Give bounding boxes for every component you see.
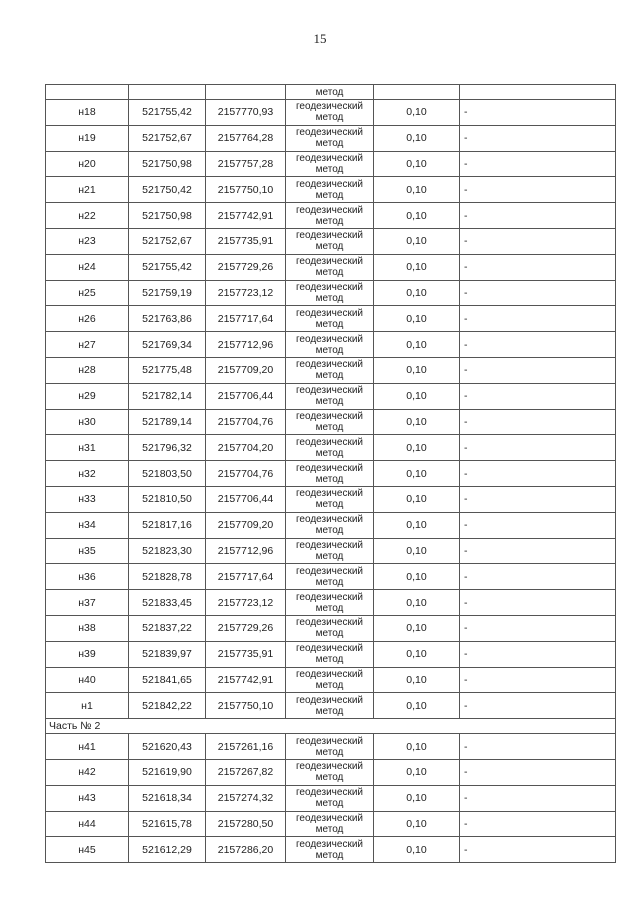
cell-method: геодезический метод bbox=[286, 564, 374, 590]
cell-y: 2157704,76 bbox=[206, 461, 286, 487]
cell-point: н26 bbox=[46, 306, 129, 332]
cell-y: 2157704,20 bbox=[206, 435, 286, 461]
cell-x: 521817,16 bbox=[129, 512, 206, 538]
cell-point: н32 bbox=[46, 461, 129, 487]
cell-dash: - bbox=[460, 100, 616, 126]
cell-point: н1 bbox=[46, 693, 129, 719]
cell-x: 521752,67 bbox=[129, 125, 206, 151]
cell-accuracy: 0,10 bbox=[374, 100, 460, 126]
cell-y: 2157267,82 bbox=[206, 759, 286, 785]
cell-y: 2157750,10 bbox=[206, 693, 286, 719]
cell-method: геодезический метод bbox=[286, 693, 374, 719]
table-row bbox=[46, 538, 616, 564]
cell-x: 521619,90 bbox=[129, 759, 206, 785]
cell-accuracy: 0,10 bbox=[374, 125, 460, 151]
cell-point: н38 bbox=[46, 615, 129, 641]
cell-y: 2157735,91 bbox=[206, 228, 286, 254]
cell-point: н29 bbox=[46, 383, 129, 409]
cell-method: геодезический метод bbox=[286, 357, 374, 383]
cell-y: 2157261,16 bbox=[206, 734, 286, 760]
cell-dash: - bbox=[460, 280, 616, 306]
table-row bbox=[46, 615, 616, 641]
cell-dash: - bbox=[460, 203, 616, 229]
cell-y: 2157706,44 bbox=[206, 486, 286, 512]
cell-method: метод bbox=[286, 85, 374, 100]
table-row bbox=[46, 228, 616, 254]
table-row bbox=[46, 332, 616, 358]
cell-dash: - bbox=[460, 759, 616, 785]
cell-accuracy: 0,10 bbox=[374, 641, 460, 667]
cell-dash: - bbox=[460, 254, 616, 280]
cell-dash: - bbox=[460, 837, 616, 863]
cell-accuracy: 0,10 bbox=[374, 357, 460, 383]
cell-accuracy: 0,10 bbox=[374, 203, 460, 229]
cell-accuracy: 0,10 bbox=[374, 564, 460, 590]
cell-method: геодезический метод bbox=[286, 590, 374, 616]
cell-y: 2157286,20 bbox=[206, 837, 286, 863]
cell-dash: - bbox=[460, 615, 616, 641]
cell-x: 521828,78 bbox=[129, 564, 206, 590]
cell-dash: - bbox=[460, 564, 616, 590]
table-row bbox=[46, 409, 616, 435]
cell-y: 2157723,12 bbox=[206, 280, 286, 306]
cell-point: н25 bbox=[46, 280, 129, 306]
cell-accuracy: 0,10 bbox=[374, 759, 460, 785]
cell-x: 521833,45 bbox=[129, 590, 206, 616]
cell-dash: - bbox=[460, 486, 616, 512]
cell-y: 2157757,28 bbox=[206, 151, 286, 177]
cell-empty bbox=[460, 85, 616, 100]
cell-method: геодезический метод bbox=[286, 177, 374, 203]
cell-method: геодезический метод bbox=[286, 228, 374, 254]
cell-method: геодезический метод bbox=[286, 615, 374, 641]
cell-y: 2157729,26 bbox=[206, 254, 286, 280]
cell-accuracy: 0,10 bbox=[374, 837, 460, 863]
cell-accuracy: 0,10 bbox=[374, 734, 460, 760]
table-row bbox=[46, 512, 616, 538]
cell-point: н35 bbox=[46, 538, 129, 564]
cell-x: 521823,30 bbox=[129, 538, 206, 564]
cell-y: 2157709,20 bbox=[206, 512, 286, 538]
cell-y: 2157706,44 bbox=[206, 383, 286, 409]
cell-x: 521612,29 bbox=[129, 837, 206, 863]
cell-point: н44 bbox=[46, 811, 129, 837]
cell-method: геодезический метод bbox=[286, 254, 374, 280]
cell-y: 2157735,91 bbox=[206, 641, 286, 667]
table-row bbox=[46, 667, 616, 693]
cell-empty bbox=[46, 85, 129, 100]
cell-y: 2157712,96 bbox=[206, 332, 286, 358]
cell-x: 521839,97 bbox=[129, 641, 206, 667]
cell-dash: - bbox=[460, 734, 616, 760]
cell-method: геодезический метод bbox=[286, 538, 374, 564]
cell-point: н36 bbox=[46, 564, 129, 590]
cell-point: н22 bbox=[46, 203, 129, 229]
table-row bbox=[46, 641, 616, 667]
cell-x: 521750,42 bbox=[129, 177, 206, 203]
table-row bbox=[46, 486, 616, 512]
cell-x: 521620,43 bbox=[129, 734, 206, 760]
cell-x: 521810,50 bbox=[129, 486, 206, 512]
table-row bbox=[46, 151, 616, 177]
cell-dash: - bbox=[460, 125, 616, 151]
cell-accuracy: 0,10 bbox=[374, 811, 460, 837]
cell-dash: - bbox=[460, 228, 616, 254]
cell-y: 2157280,50 bbox=[206, 811, 286, 837]
cell-point: н42 bbox=[46, 759, 129, 785]
cell-method: геодезический метод bbox=[286, 759, 374, 785]
cell-accuracy: 0,10 bbox=[374, 254, 460, 280]
cell-method: геодезический метод bbox=[286, 151, 374, 177]
cell-method: геодезический метод bbox=[286, 811, 374, 837]
cell-method: геодезический метод bbox=[286, 383, 374, 409]
cell-method: геодезический метод bbox=[286, 641, 374, 667]
cell-point: н41 bbox=[46, 734, 129, 760]
cell-x: 521842,22 bbox=[129, 693, 206, 719]
cell-dash: - bbox=[460, 590, 616, 616]
cell-dash: - bbox=[460, 383, 616, 409]
cell-point: н40 bbox=[46, 667, 129, 693]
cell-accuracy: 0,10 bbox=[374, 486, 460, 512]
cell-dash: - bbox=[460, 811, 616, 837]
table-row bbox=[46, 125, 616, 151]
cell-method: геодезический метод bbox=[286, 100, 374, 126]
cell-y: 2157764,28 bbox=[206, 125, 286, 151]
cell-x: 521782,14 bbox=[129, 383, 206, 409]
cell-x: 521763,86 bbox=[129, 306, 206, 332]
cell-point: н20 bbox=[46, 151, 129, 177]
cell-x: 521752,67 bbox=[129, 228, 206, 254]
cell-x: 521841,65 bbox=[129, 667, 206, 693]
cell-accuracy: 0,10 bbox=[374, 667, 460, 693]
cell-dash: - bbox=[460, 409, 616, 435]
page-number: 15 bbox=[313, 31, 327, 46]
cell-accuracy: 0,10 bbox=[374, 693, 460, 719]
cell-point: н24 bbox=[46, 254, 129, 280]
table-row bbox=[46, 734, 616, 760]
cell-x: 521769,34 bbox=[129, 332, 206, 358]
cell-x: 521618,34 bbox=[129, 785, 206, 811]
cell-dash: - bbox=[460, 435, 616, 461]
cell-point: н19 bbox=[46, 125, 129, 151]
cell-accuracy: 0,10 bbox=[374, 177, 460, 203]
table-row bbox=[46, 759, 616, 785]
cell-x: 521759,19 bbox=[129, 280, 206, 306]
table-row bbox=[46, 590, 616, 616]
cell-method: геодезический метод bbox=[286, 203, 374, 229]
cell-accuracy: 0,10 bbox=[374, 615, 460, 641]
cell-dash: - bbox=[460, 461, 616, 487]
cell-point: н33 bbox=[46, 486, 129, 512]
cell-method: геодезический метод bbox=[286, 667, 374, 693]
cell-accuracy: 0,10 bbox=[374, 785, 460, 811]
cell-x: 521615,78 bbox=[129, 811, 206, 837]
cell-dash: - bbox=[460, 538, 616, 564]
cell-point: н34 bbox=[46, 512, 129, 538]
cell-x: 521803,50 bbox=[129, 461, 206, 487]
cell-method: геодезический метод bbox=[286, 512, 374, 538]
cell-x: 521755,42 bbox=[129, 100, 206, 126]
cell-dash: - bbox=[460, 785, 616, 811]
cell-point: н30 bbox=[46, 409, 129, 435]
cell-dash: - bbox=[460, 693, 616, 719]
cell-dash: - bbox=[460, 332, 616, 358]
cell-method: геодезический метод bbox=[286, 461, 374, 487]
cell-empty bbox=[206, 85, 286, 100]
table-row bbox=[46, 100, 616, 126]
cell-y: 2157712,96 bbox=[206, 538, 286, 564]
cell-accuracy: 0,10 bbox=[374, 151, 460, 177]
cell-y: 2157717,64 bbox=[206, 564, 286, 590]
cell-point: н21 bbox=[46, 177, 129, 203]
cell-method: геодезический метод bbox=[286, 785, 374, 811]
cell-x: 521775,48 bbox=[129, 357, 206, 383]
cell-x: 521750,98 bbox=[129, 203, 206, 229]
cell-point: н27 bbox=[46, 332, 129, 358]
cell-x: 521750,98 bbox=[129, 151, 206, 177]
cell-y: 2157704,76 bbox=[206, 409, 286, 435]
cell-accuracy: 0,10 bbox=[374, 383, 460, 409]
cell-dash: - bbox=[460, 641, 616, 667]
cell-y: 2157750,10 bbox=[206, 177, 286, 203]
cell-accuracy: 0,10 bbox=[374, 280, 460, 306]
table-row bbox=[46, 811, 616, 837]
cell-empty bbox=[374, 85, 460, 100]
cell-x: 521755,42 bbox=[129, 254, 206, 280]
coordinates-table bbox=[45, 84, 616, 863]
cell-accuracy: 0,10 bbox=[374, 512, 460, 538]
cell-method: геодезический метод bbox=[286, 409, 374, 435]
table-row bbox=[46, 280, 616, 306]
table-row bbox=[46, 435, 616, 461]
table-row bbox=[46, 564, 616, 590]
cell-y: 2157723,12 bbox=[206, 590, 286, 616]
table-row bbox=[46, 383, 616, 409]
table-row bbox=[46, 254, 616, 280]
cell-dash: - bbox=[460, 667, 616, 693]
cell-point: н31 bbox=[46, 435, 129, 461]
cell-x: 521796,32 bbox=[129, 435, 206, 461]
cell-method: геодезический метод bbox=[286, 435, 374, 461]
cell-point: н45 bbox=[46, 837, 129, 863]
cell-accuracy: 0,10 bbox=[374, 435, 460, 461]
cell-y: 2157274,32 bbox=[206, 785, 286, 811]
cell-accuracy: 0,10 bbox=[374, 332, 460, 358]
cell-method: геодезический метод bbox=[286, 486, 374, 512]
cell-dash: - bbox=[460, 177, 616, 203]
cell-point: н43 bbox=[46, 785, 129, 811]
continuation-row bbox=[46, 85, 616, 100]
cell-accuracy: 0,10 bbox=[374, 409, 460, 435]
cell-method: геодезический метод bbox=[286, 837, 374, 863]
cell-point: н18 bbox=[46, 100, 129, 126]
table-row bbox=[46, 837, 616, 863]
table-row bbox=[46, 785, 616, 811]
cell-point: н28 bbox=[46, 357, 129, 383]
cell-method: геодезический метод bbox=[286, 125, 374, 151]
coordinates-table-body bbox=[46, 85, 616, 863]
cell-y: 2157742,91 bbox=[206, 667, 286, 693]
cell-accuracy: 0,10 bbox=[374, 461, 460, 487]
cell-y: 2157709,20 bbox=[206, 357, 286, 383]
table-row bbox=[46, 177, 616, 203]
cell-accuracy: 0,10 bbox=[374, 228, 460, 254]
cell-method: геодезический метод bbox=[286, 306, 374, 332]
cell-dash: - bbox=[460, 306, 616, 332]
cell-method: геодезический метод bbox=[286, 332, 374, 358]
cell-empty bbox=[129, 85, 206, 100]
cell-x: 521837,22 bbox=[129, 615, 206, 641]
table-row bbox=[46, 357, 616, 383]
cell-accuracy: 0,10 bbox=[374, 590, 460, 616]
cell-y: 2157717,64 bbox=[206, 306, 286, 332]
section-label: Часть № 2 bbox=[46, 719, 616, 734]
table-row bbox=[46, 306, 616, 332]
cell-accuracy: 0,10 bbox=[374, 306, 460, 332]
cell-accuracy: 0,10 bbox=[374, 538, 460, 564]
cell-y: 2157729,26 bbox=[206, 615, 286, 641]
section-row bbox=[46, 719, 616, 734]
cell-x: 521789,14 bbox=[129, 409, 206, 435]
cell-y: 2157742,91 bbox=[206, 203, 286, 229]
cell-method: геодезический метод bbox=[286, 734, 374, 760]
cell-dash: - bbox=[460, 512, 616, 538]
cell-y: 2157770,93 bbox=[206, 100, 286, 126]
cell-dash: - bbox=[460, 357, 616, 383]
cell-point: н37 bbox=[46, 590, 129, 616]
cell-point: н23 bbox=[46, 228, 129, 254]
cell-point: н39 bbox=[46, 641, 129, 667]
cell-dash: - bbox=[460, 151, 616, 177]
table-row bbox=[46, 461, 616, 487]
cell-method: геодезический метод bbox=[286, 280, 374, 306]
table-row bbox=[46, 203, 616, 229]
table-row bbox=[46, 693, 616, 719]
